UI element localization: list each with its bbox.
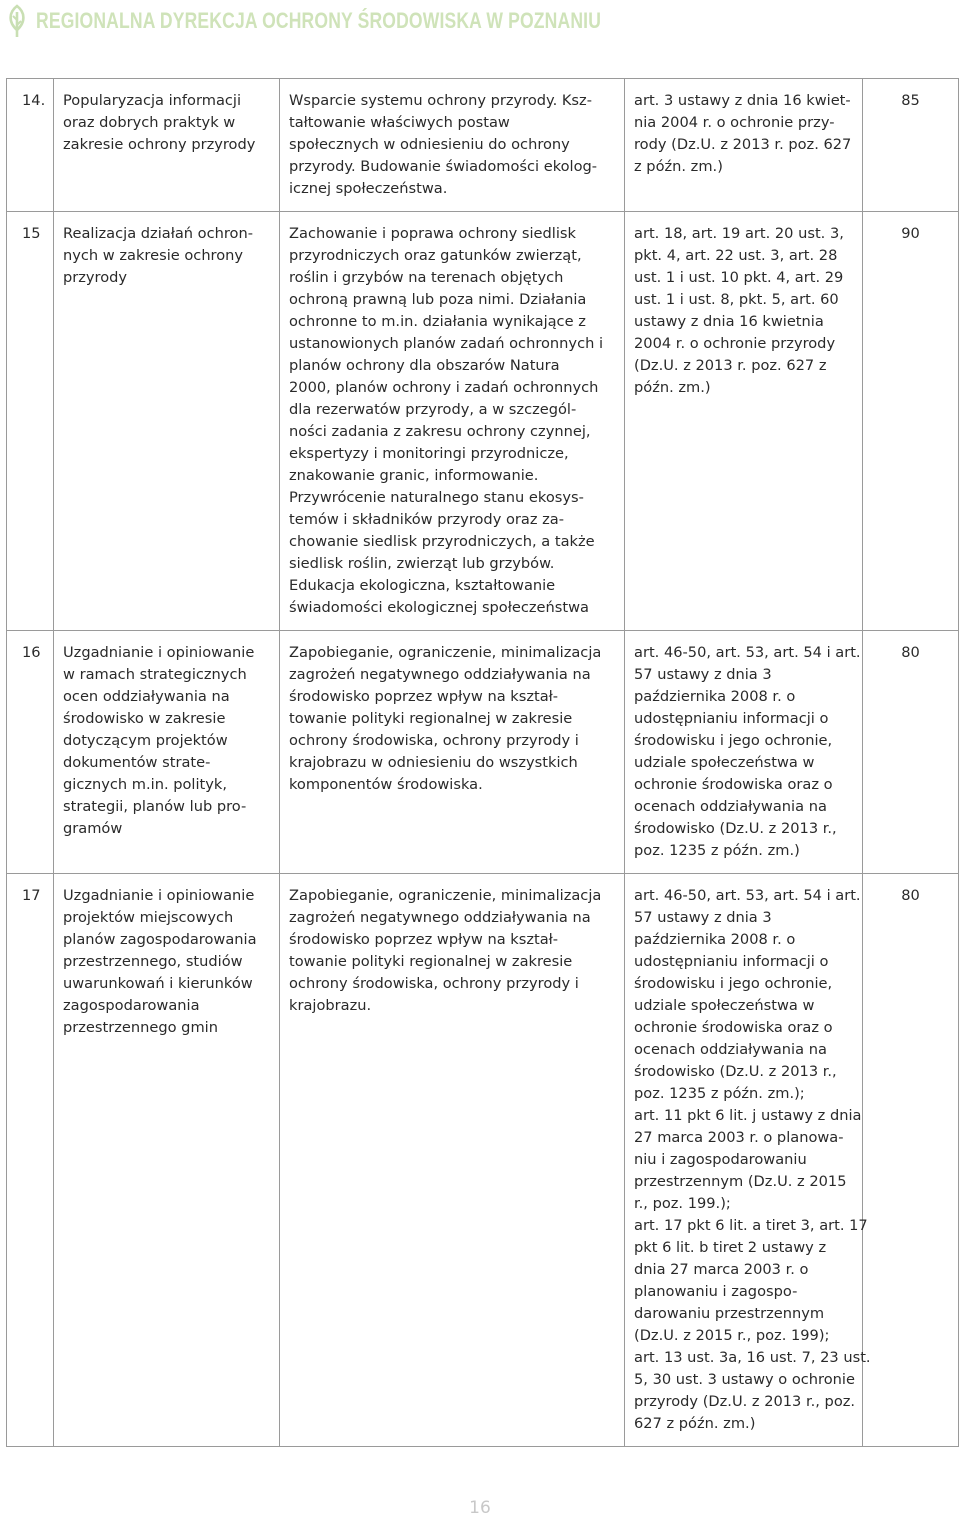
text-line: poz. 1235 z późn. zm.): [634, 842, 800, 859]
text-line: r., poz. 199.);: [634, 1195, 731, 1212]
text-line: środowisko poprzez wpływ na kształ-: [289, 688, 559, 705]
text-line: późn. zm.): [634, 379, 711, 396]
text-line: Popularyzacja informacji: [63, 92, 242, 109]
description-cell: [280, 874, 625, 1447]
text-line: towanie polityki regionalnej w zakresie: [289, 710, 573, 727]
text-line: oraz dobrych praktyk w: [63, 114, 236, 131]
table-row: [7, 631, 959, 874]
text-line: zagrożeń negatywnego oddziaływania na: [289, 666, 591, 683]
text-line: nia 2004 r. o ochronie przy-: [634, 114, 835, 131]
text-line: art. 17 pkt 6 lit. a tiret 3, art. 17: [634, 1217, 868, 1234]
text-line: roślin i grzybów na terenach objętych: [289, 269, 564, 286]
text-line: udostępnianiu informacji o: [634, 710, 829, 727]
text-line: ochronie środowiska oraz o: [634, 1019, 833, 1036]
text-line: ochrony środowiska, ochrony przyrody i: [289, 975, 579, 992]
text-line: przyrody. Budowanie świadomości ekolog-: [289, 158, 598, 175]
description-cell: [280, 79, 625, 212]
text-line: przestrzennego, studiów: [63, 953, 243, 970]
text-line: października 2008 r. o: [634, 931, 796, 948]
text-line: pkt. 4, art. 22 ust. 3, art. 28: [634, 247, 838, 264]
text-line: ochronne to m.in. działania wynikające z: [289, 313, 586, 330]
task-name-cell: [54, 212, 280, 631]
text-line: Uzgadnianie i opiniowanie: [63, 887, 255, 904]
text-line: strategii, planów lub pro-: [63, 798, 247, 815]
text-line: ust. 1 i ust. 8, pkt. 5, art. 60: [634, 291, 839, 308]
text-line: ochronie środowiska oraz o: [634, 776, 833, 793]
text-line: 2000, planów ochrony i zadań ochronnych: [289, 379, 599, 396]
text-line: (Dz.U. z 2013 r. poz. 627 z: [634, 357, 827, 374]
table-row: [7, 874, 959, 1447]
text-line: (Dz.U. z 2015 r., poz. 199);: [634, 1327, 830, 1344]
text-line: rody (Dz.U. z 2013 r. poz. 627: [634, 136, 852, 153]
text-line: Przywrócenie naturalnego stanu ekosys-: [289, 489, 584, 506]
text-line: dokumentów strate-: [63, 754, 211, 771]
text-line: przestrzennego gmin: [63, 1019, 218, 1036]
description-cell: [280, 212, 625, 631]
text-line: zakresie ochrony przyrody: [63, 136, 256, 153]
text-line: świadomości ekologicznej społeczeństwa: [289, 599, 589, 616]
tasks-table-body: [7, 79, 959, 1447]
row-number: 17: [7, 874, 54, 1447]
text-line: Zapobieganie, ograniczenie, minimalizacja: [289, 887, 602, 904]
text-line: w ramach strategicznych: [63, 666, 247, 683]
text-line: ocen oddziaływania na: [63, 688, 230, 705]
score-cell: 85: [863, 79, 959, 212]
text-line: środowisko w zakresie: [63, 710, 226, 727]
text-line: projektów miejscowych: [63, 909, 234, 926]
score-cell: 80: [863, 631, 959, 874]
text-line: ności zadania z zakresu ochrony czynnej,: [289, 423, 591, 440]
text-line: planów zagospodarowania: [63, 931, 257, 948]
text-line: przyrody (Dz.U. z 2013 r., poz.: [634, 1393, 856, 1410]
text-line: października 2008 r. o: [634, 688, 796, 705]
text-line: temów i składników przyrody oraz za-: [289, 511, 565, 528]
text-line: planowaniu i zagospo-: [634, 1283, 798, 1300]
text-line: Zachowanie i poprawa ochrony siedlisk: [289, 225, 576, 242]
description-cell: [280, 631, 625, 874]
legal-basis-cell: [625, 874, 871, 1447]
text-line: ustawy z dnia 16 kwietnia: [634, 313, 824, 330]
legal-basis-cell: [625, 631, 863, 874]
text-line: udostępnianiu informacji o: [634, 953, 829, 970]
text-line: środowisku i jego ochronie,: [634, 732, 833, 749]
text-line: ust. 1 i ust. 10 pkt. 4, art. 29: [634, 269, 844, 286]
text-line: chowanie siedlisk przyrodniczych, a także: [289, 533, 595, 550]
text-line: środowisko poprzez wpływ na kształ-: [289, 931, 559, 948]
text-line: środowisko (Dz.U. z 2013 r.,: [634, 1063, 837, 1080]
text-line: przyrodniczych oraz gatunków zwierząt,: [289, 247, 582, 264]
legal-basis-cell: [625, 212, 863, 631]
text-line: 5, 30 ust. 3 ustawy o ochronie: [634, 1371, 855, 1388]
text-line: 27 marca 2003 r. o planowa-: [634, 1129, 844, 1146]
page-header: [6, 2, 956, 40]
text-line: zagospodarowania: [63, 997, 200, 1014]
row-number: 16: [7, 631, 54, 874]
text-line: art. 3 ustawy z dnia 16 kwiet-: [634, 92, 851, 109]
text-line: nych w zakresie ochrony: [63, 247, 244, 264]
text-line: 2004 r. o ochronie przyrody: [634, 335, 836, 352]
text-line: Uzgadnianie i opiniowanie: [63, 644, 255, 661]
task-name-cell: [54, 631, 280, 874]
text-line: gicznych m.in. polityk,: [63, 776, 227, 793]
text-line: udziale społeczeństwa w: [634, 754, 815, 771]
text-line: ustanowionych planów zadań ochronnych i: [289, 335, 604, 352]
text-line: Edukacja ekologiczna, kształtowanie: [289, 577, 556, 594]
header-title: REGIONALNA DYREKCJA OCHRONY ŚRODOWISKA W POZNANIU: [36, 8, 602, 33]
text-line: ekspertyzy i monitoringi przyrodnicze,: [289, 445, 569, 462]
text-line: darowaniu przestrzennym: [634, 1305, 825, 1322]
text-line: dnia 27 marca 2003 r. o: [634, 1261, 809, 1278]
text-line: tałtowanie właściwych postaw: [289, 114, 510, 131]
text-line: towanie polityki regionalnej w zakresie: [289, 953, 573, 970]
page-number: 16: [469, 1498, 491, 1518]
text-line: art. 46-50, art. 53, art. 54 i art.: [634, 887, 861, 904]
text-line: art. 46-50, art. 53, art. 54 i art.: [634, 644, 861, 661]
text-line: krajobrazu.: [289, 997, 372, 1014]
text-line: krajobrazu w odniesieniu do wszystkich: [289, 754, 578, 771]
task-name-cell: [54, 874, 280, 1447]
text-line: znakowanie granic, informowanie.: [289, 467, 539, 484]
text-line: z późn. zm.): [634, 158, 723, 175]
task-name-cell: [54, 79, 280, 212]
text-line: pkt 6 lit. b tiret 2 ustawy z: [634, 1239, 827, 1256]
table-row: [7, 79, 959, 212]
text-line: art. 11 pkt 6 lit. j ustawy z dnia: [634, 1107, 862, 1124]
text-line: Zapobieganie, ograniczenie, minimalizacja: [289, 644, 602, 661]
text-line: dotyczącym projektów: [63, 732, 228, 749]
text-line: środowisko (Dz.U. z 2013 r.,: [634, 820, 837, 837]
score-cell: 80: [863, 874, 959, 1447]
text-line: 57 ustawy z dnia 3: [634, 909, 772, 926]
tasks-table: [6, 78, 959, 1447]
text-line: zagrożeń negatywnego oddziaływania na: [289, 909, 591, 926]
text-line: udziale społeczeństwa w: [634, 997, 815, 1014]
text-line: planów ochrony dla obszarów Natura: [289, 357, 560, 374]
text-line: ocenach oddziaływania na: [634, 1041, 827, 1058]
text-line: przestrzennym (Dz.U. z 2015: [634, 1173, 847, 1190]
text-line: poz. 1235 z późn. zm.);: [634, 1085, 805, 1102]
row-number: 15: [7, 212, 54, 631]
text-line: siedlisk roślin, zwierząt lub grzybów.: [289, 555, 555, 572]
text-line: Realizacja działań ochron-: [63, 225, 254, 242]
text-line: dla rezerwatów przyrody, a w szczegól-: [289, 401, 577, 418]
text-line: Wsparcie systemu ochrony przyrody. Ksz-: [289, 92, 592, 109]
table-row: [7, 212, 959, 631]
text-line: środowisku i jego ochronie,: [634, 975, 833, 992]
text-line: komponentów środowiska.: [289, 776, 483, 793]
score-cell: 90: [863, 212, 959, 631]
text-line: icznej społeczeństwa.: [289, 180, 448, 197]
text-line: społecznych w odniesieniu do ochrony: [289, 136, 570, 153]
row-number: 14.: [7, 79, 54, 212]
leaf-logo-icon: [6, 4, 28, 38]
text-line: 57 ustawy z dnia 3: [634, 666, 772, 683]
text-line: 627 z późn. zm.): [634, 1415, 756, 1432]
text-line: gramów: [63, 820, 123, 837]
text-line: art. 18, art. 19 art. 20 ust. 3,: [634, 225, 844, 242]
text-line: art. 13 ust. 3a, 16 ust. 7, 23 ust.: [634, 1349, 871, 1366]
text-line: niu i zagospodarowaniu: [634, 1151, 807, 1168]
text-line: ocenach oddziaływania na: [634, 798, 827, 815]
text-line: uwarunkowań i kierunków: [63, 975, 253, 992]
text-line: ochrony środowiska, ochrony przyrody i: [289, 732, 579, 749]
text-line: ochroną prawną lub poza nimi. Działania: [289, 291, 587, 308]
legal-basis-cell: [625, 79, 863, 212]
text-line: przyrody: [63, 269, 128, 286]
